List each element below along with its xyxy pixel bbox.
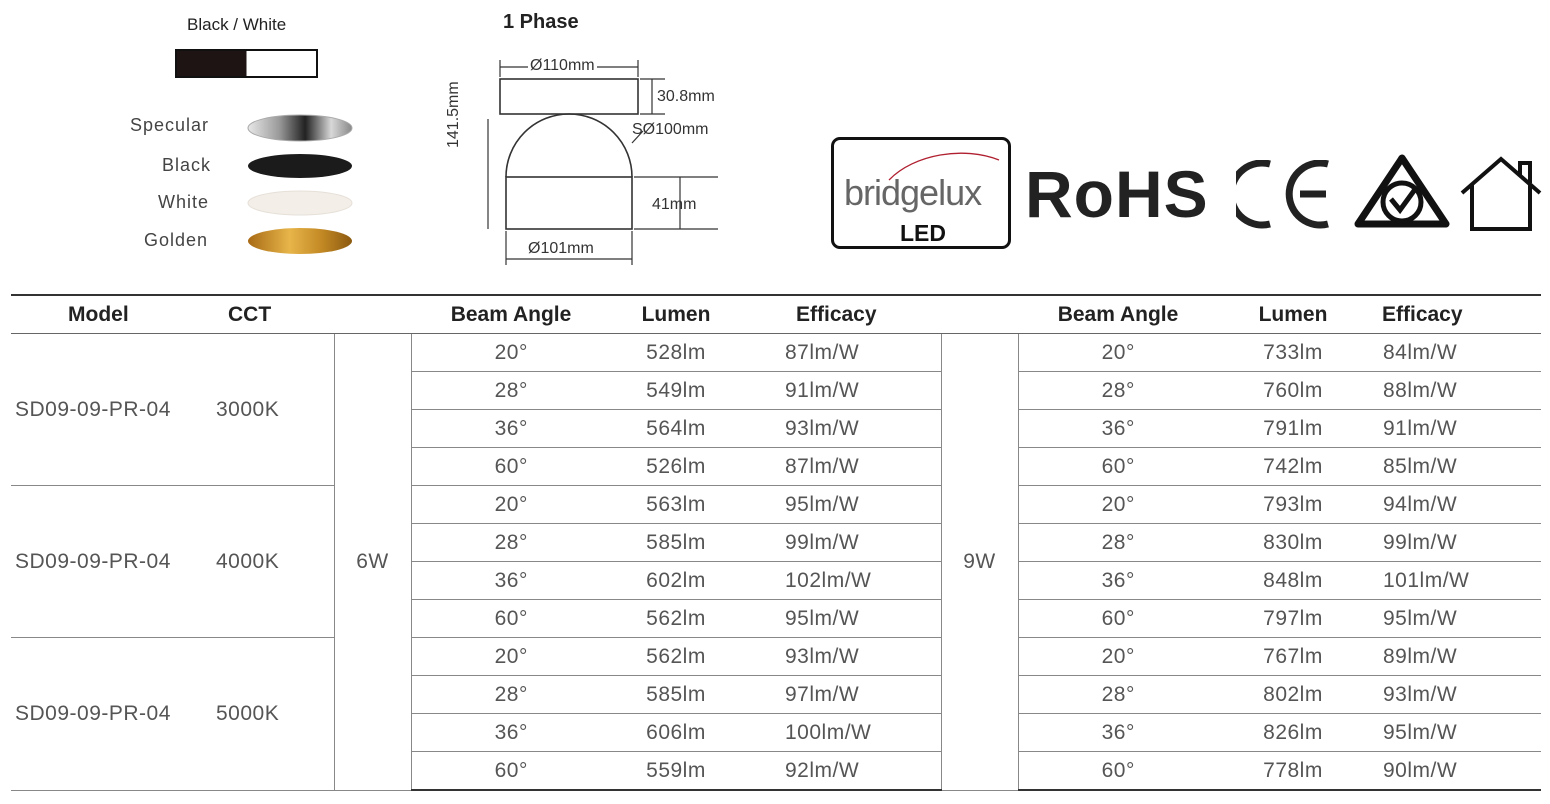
efficacy-cell: 102lm/W bbox=[741, 562, 941, 600]
base-height-label: 41mm bbox=[652, 196, 697, 213]
beam-angle-cell: 36° bbox=[1018, 562, 1218, 600]
total-height-label: 141.5mm bbox=[445, 81, 462, 148]
lumen-cell: 848lm bbox=[1218, 562, 1368, 600]
ce-mark-icon bbox=[1236, 160, 1336, 230]
spec-table bbox=[11, 294, 1541, 791]
table-row bbox=[11, 638, 1541, 676]
efficacy-cell: 99lm/W bbox=[1368, 524, 1541, 562]
phase-title: 1 Phase bbox=[503, 11, 579, 33]
efficacy-cell: 93lm/W bbox=[1368, 676, 1541, 714]
lumen-cell: 602lm bbox=[611, 562, 741, 600]
beam-angle-cell: 20° bbox=[1018, 486, 1218, 524]
lumen-cell: 549lm bbox=[611, 372, 741, 410]
led-label: LED bbox=[900, 220, 946, 246]
black-swatch bbox=[248, 154, 352, 178]
efficacy-cell: 92lm/W bbox=[741, 752, 941, 791]
beam-angle-cell: 20° bbox=[1018, 638, 1218, 676]
lumen-cell: 526lm bbox=[611, 448, 741, 486]
beam-angle-cell: 60° bbox=[411, 448, 611, 486]
rohs-logo: RoHS bbox=[1025, 157, 1209, 231]
efficacy-cell: 88lm/W bbox=[1368, 372, 1541, 410]
lumen-cell: 528lm bbox=[611, 334, 741, 372]
table-row bbox=[11, 334, 1541, 372]
efficacy-cell: 93lm/W bbox=[741, 638, 941, 676]
specular-swatch bbox=[248, 115, 352, 141]
power-9w-cell: 9W bbox=[941, 334, 1018, 791]
header-cct: CCT bbox=[216, 295, 334, 334]
header-beam-angle-6w: Beam Angle bbox=[411, 295, 611, 334]
beam-angle-cell: 28° bbox=[1018, 524, 1218, 562]
lumen-cell: 778lm bbox=[1218, 752, 1368, 791]
efficacy-cell: 93lm/W bbox=[741, 410, 941, 448]
finish-label-black: Black bbox=[162, 155, 212, 175]
black-white-title: Black / White bbox=[187, 15, 287, 34]
beam-angle-cell: 28° bbox=[411, 372, 611, 410]
bridgelux-logo bbox=[831, 137, 1011, 249]
beam-angle-cell: 36° bbox=[411, 410, 611, 448]
efficacy-cell: 95lm/W bbox=[741, 600, 941, 638]
lumen-cell: 767lm bbox=[1218, 638, 1368, 676]
beam-angle-cell: 28° bbox=[411, 676, 611, 714]
finish-label-white: White bbox=[158, 192, 210, 212]
lumen-cell: 606lm bbox=[611, 714, 741, 752]
cct-cell: 4000K bbox=[216, 486, 334, 638]
finish-label-golden: Golden bbox=[144, 230, 209, 250]
efficacy-cell: 87lm/W bbox=[741, 334, 941, 372]
base-diameter-label: Ø101mm bbox=[528, 240, 594, 257]
lumen-cell: 733lm bbox=[1218, 334, 1368, 372]
header-model: Model bbox=[11, 295, 216, 334]
header-efficacy-9w: Efficacy bbox=[1368, 295, 1541, 334]
lumen-cell: 562lm bbox=[611, 600, 741, 638]
efficacy-cell: 100lm/W bbox=[741, 714, 941, 752]
rcm-mark-icon bbox=[1352, 152, 1452, 234]
efficacy-cell: 91lm/W bbox=[1368, 410, 1541, 448]
lumen-cell: 562lm bbox=[611, 638, 741, 676]
header-lumen-6w: Lumen bbox=[611, 295, 741, 334]
efficacy-cell: 90lm/W bbox=[1368, 752, 1541, 791]
lumen-cell: 585lm bbox=[611, 524, 741, 562]
efficacy-cell: 85lm/W bbox=[1368, 448, 1541, 486]
top-height-label: 30.8mm bbox=[657, 88, 715, 105]
efficacy-cell: 95lm/W bbox=[1368, 600, 1541, 638]
efficacy-cell: 94lm/W bbox=[1368, 486, 1541, 524]
golden-swatch bbox=[248, 228, 352, 254]
beam-angle-cell: 20° bbox=[411, 486, 611, 524]
efficacy-cell: 99lm/W bbox=[741, 524, 941, 562]
model-cell: SD09-09-PR-04 bbox=[11, 638, 216, 791]
lumen-cell: 791lm bbox=[1218, 410, 1368, 448]
beam-angle-cell: 60° bbox=[411, 752, 611, 791]
efficacy-cell: 89lm/W bbox=[1368, 638, 1541, 676]
beam-angle-cell: 60° bbox=[1018, 448, 1218, 486]
beam-angle-cell: 36° bbox=[1018, 714, 1218, 752]
cct-cell: 5000K bbox=[216, 638, 334, 791]
lumen-cell: 797lm bbox=[1218, 600, 1368, 638]
lumen-cell: 585lm bbox=[611, 676, 741, 714]
beam-angle-cell: 20° bbox=[411, 334, 611, 372]
indoor-use-icon bbox=[1458, 155, 1544, 233]
model-cell: SD09-09-PR-04 bbox=[11, 486, 216, 638]
beam-angle-cell: 20° bbox=[1018, 334, 1218, 372]
efficacy-cell: 84lm/W bbox=[1368, 334, 1541, 372]
efficacy-cell: 87lm/W bbox=[741, 448, 941, 486]
model-cell: SD09-09-PR-04 bbox=[11, 334, 216, 486]
beam-angle-cell: 36° bbox=[1018, 410, 1218, 448]
efficacy-cell: 97lm/W bbox=[741, 676, 941, 714]
white-swatch bbox=[248, 191, 352, 215]
beam-angle-cell: 28° bbox=[1018, 372, 1218, 410]
table-header-row bbox=[11, 295, 1541, 334]
lumen-cell: 802lm bbox=[1218, 676, 1368, 714]
table-row bbox=[11, 486, 1541, 524]
efficacy-cell: 95lm/W bbox=[741, 486, 941, 524]
sphere-label: SØ100mm bbox=[632, 121, 709, 138]
beam-angle-cell: 20° bbox=[411, 638, 611, 676]
efficacy-cell: 91lm/W bbox=[741, 372, 941, 410]
beam-angle-cell: 28° bbox=[411, 524, 611, 562]
cct-cell: 3000K bbox=[216, 334, 334, 486]
bridgelux-wordmark: bridgelux bbox=[844, 172, 982, 213]
beam-angle-cell: 60° bbox=[1018, 600, 1218, 638]
lumen-cell: 564lm bbox=[611, 410, 741, 448]
efficacy-cell: 95lm/W bbox=[1368, 714, 1541, 752]
efficacy-cell: 101lm/W bbox=[1368, 562, 1541, 600]
lumen-cell: 830lm bbox=[1218, 524, 1368, 562]
finish-label-specular: Specular bbox=[130, 115, 210, 135]
finish-swatches bbox=[245, 110, 357, 258]
black-white-swatch bbox=[175, 49, 318, 78]
power-6w-cell: 6W bbox=[334, 334, 411, 791]
lumen-cell: 826lm bbox=[1218, 714, 1368, 752]
header-blank-2 bbox=[941, 295, 1018, 334]
header-blank bbox=[334, 295, 411, 334]
header-beam-angle-9w: Beam Angle bbox=[1018, 295, 1218, 334]
lumen-cell: 563lm bbox=[611, 486, 741, 524]
top-diameter-label: Ø110mm bbox=[530, 57, 595, 74]
beam-angle-cell: 60° bbox=[411, 600, 611, 638]
lumen-cell: 559lm bbox=[611, 752, 741, 791]
lumen-cell: 742lm bbox=[1218, 448, 1368, 486]
beam-angle-cell: 36° bbox=[411, 714, 611, 752]
beam-angle-cell: 36° bbox=[411, 562, 611, 600]
beam-angle-cell: 60° bbox=[1018, 752, 1218, 791]
header-efficacy-6w: Efficacy bbox=[741, 295, 941, 334]
beam-angle-cell: 28° bbox=[1018, 676, 1218, 714]
lumen-cell: 793lm bbox=[1218, 486, 1368, 524]
lumen-cell: 760lm bbox=[1218, 372, 1368, 410]
header-lumen-9w: Lumen bbox=[1218, 295, 1368, 334]
